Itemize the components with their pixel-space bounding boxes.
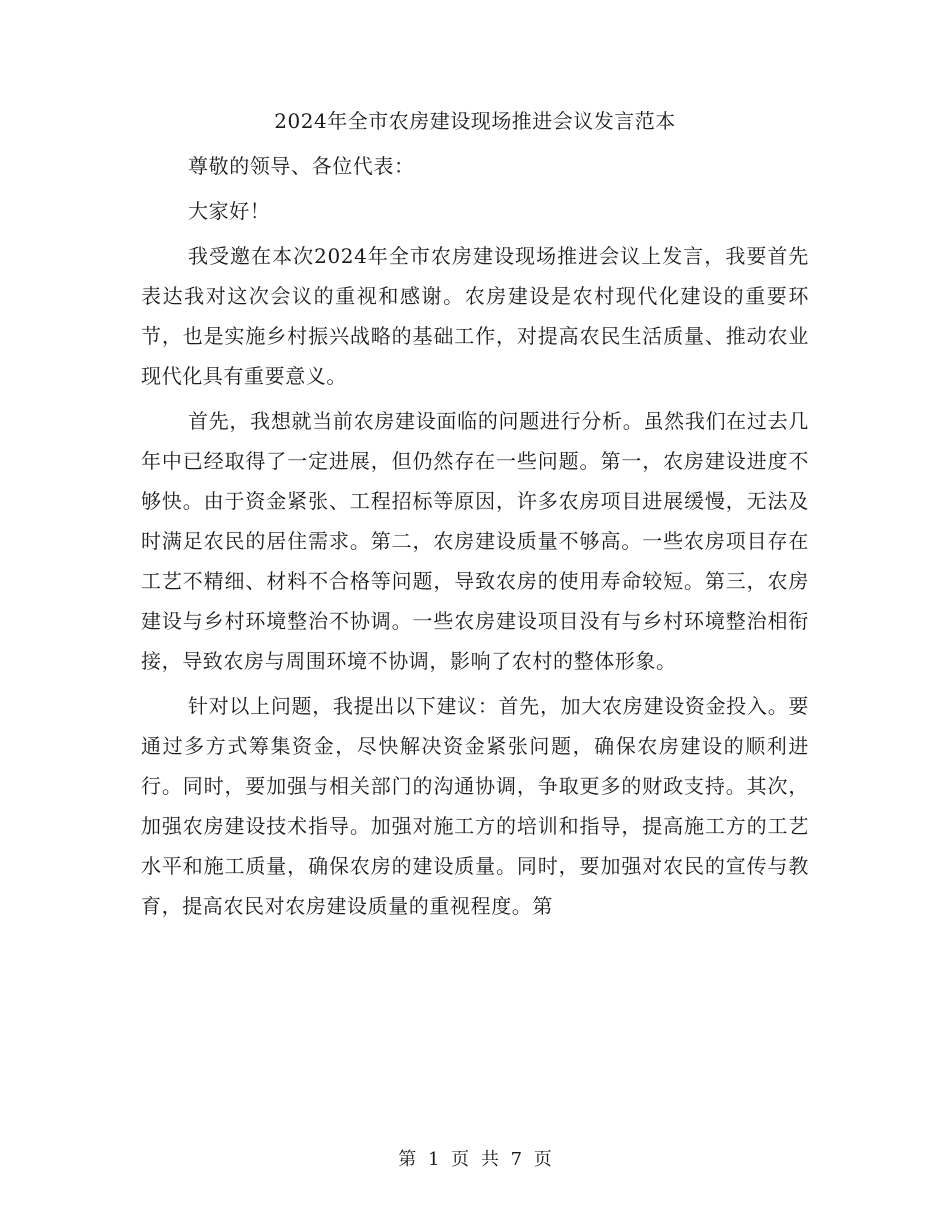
paragraph-problems: 首先，我想就当前农房建设面临的问题进行分析。虽然我们在过去几年中已经取得了一定进展，但仍然存在一些问题。第一，农房建设进度不够快。由于资金紧张、工程招标等原因，许多农房项目进展缓慢，无法及时满足农民的居住需求。第二，农房建设质量不够高。一些农房项目存在工艺不精细、材料不合格等问题，导致农房的使用寿命较短。第三，农房建设与乡村环境整治不协调。一些农房建设项目没有与乡村环境整治相衔接，导致农房与周围环境不协调，影响了农村的整体形象。 — [141, 409, 809, 673]
salutation: 尊敬的领导、各位代表： — [188, 154, 415, 178]
paragraph-suggestions: 针对以上问题，我提出以下建议：首先，加大农房建设资金投入。要通过多方式筹集资金，尽快解决资金紧张问题，确保农房建设的顺利进行。同时，要加强与相关部门的沟通协调，争取更多的财政支持。其次，加强农房建设技术指导。加强对施工方的培训和指导，提高施工方的工艺水平和施工质量，确保农房的建设质量。同时，要加强对农民的宣传与教育，提高农民对农房建设质量的重视程度。第 — [141, 694, 809, 918]
document-title: 2024年全市农房建设现场推进会议发言范本 — [274, 109, 676, 133]
document-body — [141, 146, 809, 931]
page-number-footer: 第 1 页 共 7 页 — [398, 1149, 552, 1170]
paragraph-intro: 我受邀在本次2024年全市农房建设现场推进会议上发言，我要首先表达我对这次会议的重视和感谢。农房建设是农村现代化建设的重要环节，也是实施乡村振兴战略的基础工作，对提高农民生活质量、推动农业现代化具有重要意义。 — [141, 244, 809, 388]
greeting: 大家好！ — [188, 199, 271, 223]
